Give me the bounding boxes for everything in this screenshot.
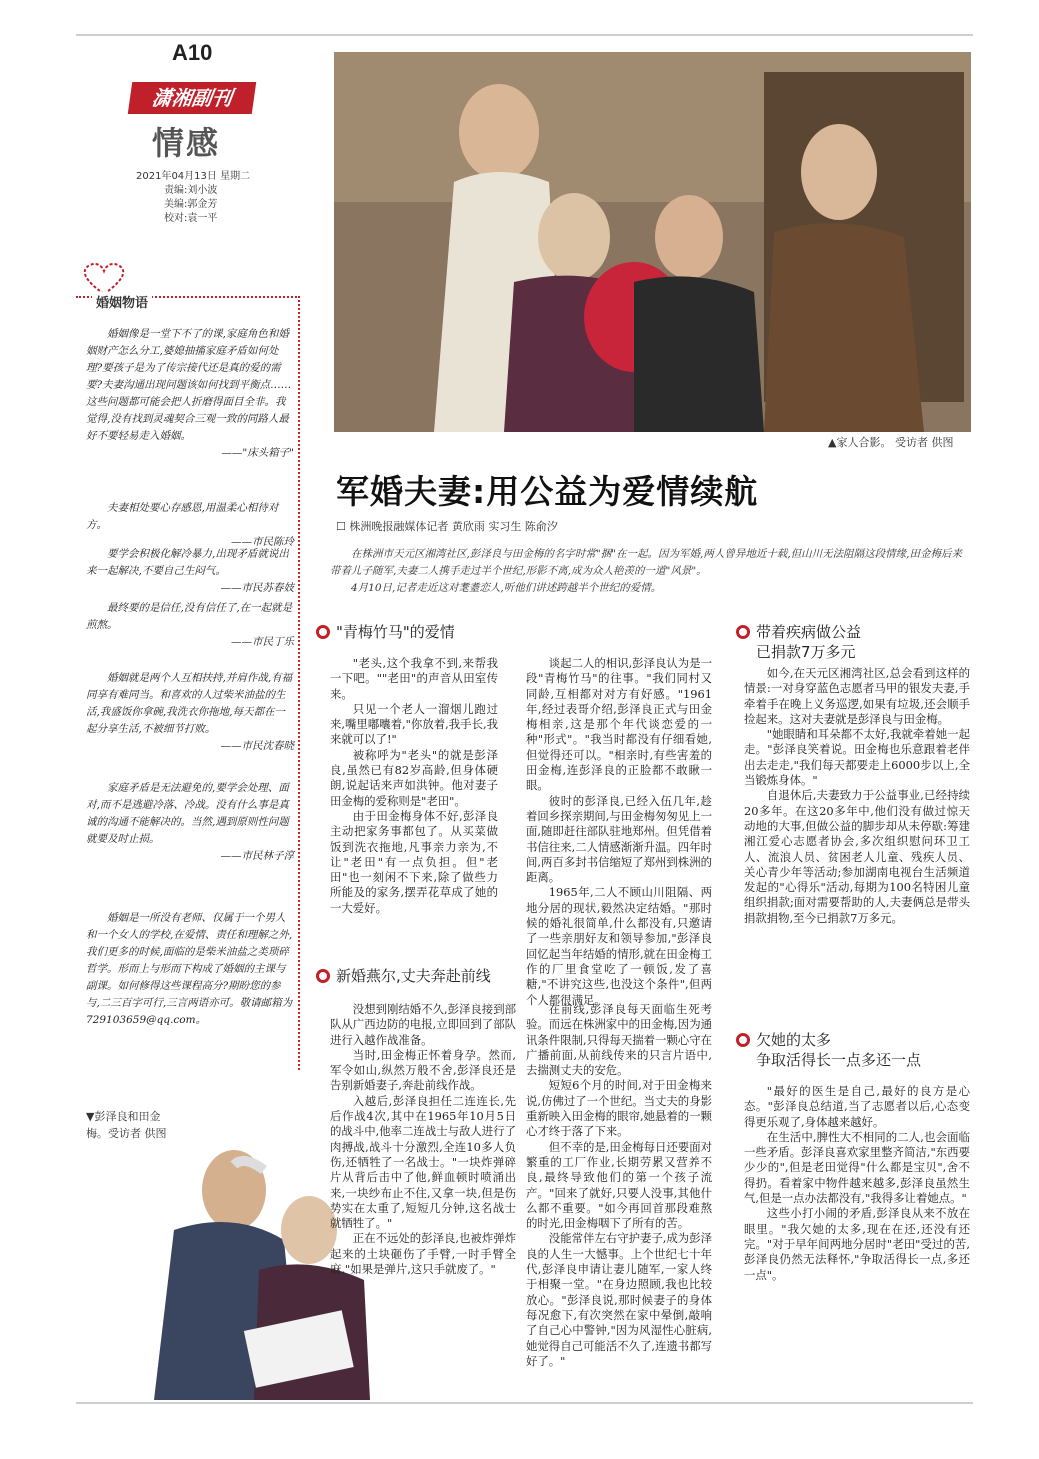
article-column — [526, 656, 712, 1008]
bottom-rule — [76, 1402, 973, 1404]
editor-credit: 责编:刘小波 — [164, 185, 218, 196]
article-paragraph: 没能常伴左右守护妻子,成为彭泽良的人生一大憾事。上个世纪七十年代,彭泽良申请让妻儿随军,一家人终于相聚一堂。"在身边照顾,我也比较放心。"彭泽良说,那时候妻子的身体每况愈下,有次突然在家中晕倒,敲响了自己心中警钟,"因为风湿性心脏病,她觉得自己可能活不久了,连遗书都写好了。" — [526, 1231, 712, 1368]
section-heading-text: "青梅竹马"的爱情 — [336, 623, 455, 641]
sidebar-entry — [86, 326, 294, 462]
family-photo-caption: ▲家人合影。 受访者 供图 — [828, 436, 954, 449]
sidebar-entry — [86, 546, 294, 597]
sidebar-entry — [86, 780, 294, 865]
article-paragraph: 短短6个月的时间,对于田金梅来说,仿佛过了一个世纪。当丈夫的身影重新映入田金梅的眼帘,她悬着的一颗心才终于落了下来。 — [526, 1078, 712, 1139]
article-paragraph: 谈起二人的相识,彭泽良认为是一段"青梅竹马"的往事。"我们同村又同龄,互相都对对方有好感。"1961年,经过表哥介绍,彭泽良正式与田金梅相亲,这是那个年代谈恋爱的一种"形式"。"我当时都没有仔细看她,但觉得还可以。"相亲时,有些害羞的田金梅,连彭泽良的正脸都不敢瞅一眼。 — [526, 656, 712, 793]
lead-paragraph-1: 在株洲市天元区湘湾社区,彭泽良与田金梅的名字时常"捆"在一起。因为军婚,两人曾异地近十载,但山川无法阻隔这段情缘,田金梅后来带着儿子随军,夫妻二人携手走过半个世纪,形影不离,成为众人艳羡的一道"风景"。 — [330, 548, 963, 577]
top-rule — [76, 34, 973, 36]
section-heading — [316, 622, 455, 642]
section-heading — [736, 622, 861, 662]
article-paragraph: 这些小打小闹的矛盾,彭泽良从来不放在眼里。"我欠她的太多,现在在还,还没有还完。"对于早年间两地分居时"老田"受过的苦,彭泽良仍然无法释怀,"争取活得长一点,多还一点"。 — [744, 1206, 970, 1282]
byline: ☐ 株洲晚报融媒体记者 黄欣雨 实习生 陈俞汐 — [336, 520, 558, 533]
article-paragraph: 如今,在天元区湘湾社区,总会看到这样的情景:一对身穿蓝色志愿者马甲的银发夫妻,手牵着手在晚上义务巡逻,如果有垃圾,还会顺手捡起来。这对夫妻就是彭泽良与田金梅。 — [744, 666, 970, 726]
article-column — [744, 1084, 970, 1283]
section-bullet-icon — [316, 969, 330, 983]
sidebar-title: 婚姻物语 — [92, 292, 152, 311]
section-heading-text: 带着疾病做公益 已捐款7万多元 — [756, 623, 862, 661]
proofreader-credit: 校对:袁一平 — [164, 213, 218, 224]
couple-photo-caption: ▼彭泽良和田金梅。受访者 供图 — [86, 1110, 167, 1140]
section-heading — [316, 966, 491, 986]
article-paragraph: 在生活中,脾性大不相同的二人,也会面临一些矛盾。彭泽良喜欢家里整齐简洁,"东西要少少的",但是老田觉得"什么都是宝贝",舍不得扔。看着家中物件越来越多,彭泽良虽然生气,但是一点办法都没有,"我得多让着她点。" — [744, 1129, 970, 1206]
article-paragraph: 被称呼为"老头"的就是彭泽良,虽然已有82岁高龄,但身体硬朗,说起话来声如洪钟。他对妻子田金梅的爱称则是"老田"。 — [330, 747, 498, 808]
sidebar-entry-signature: ——市民沈春晓 — [220, 740, 294, 752]
article-paragraph: "最好的医生是自己,最好的良方是心态。"彭泽良总结道,当了志愿者以后,心态变得更乐观了,身体越来越好。 — [744, 1084, 970, 1129]
sidebar-entry-text: 夫妻相处要心存感恩,用温柔心相待对方。 — [86, 502, 279, 531]
family-photo — [334, 52, 971, 432]
article-column — [744, 666, 970, 926]
sidebar-entry-text: 婚姻是一所没有老师、仅属于一个男人和一个女人的学校,在爱情、责任和理解之外,我们更多的时候,面临的是柴米油盐之类琐碎哲学。形而上与形而下构成了婚姻的主课与副课。如何修得这些课程高分?期盼您的参与,二三百字可行,三言两语亦可。敬请邮箱为729103659@qq.com。 — [86, 912, 293, 1026]
article-paragraph: 没想到刚结婚不久,彭泽良接到部队从广西边防的电报,立即回到了部队进行入越作战准备。 — [330, 1002, 516, 1047]
sidebar-entry-signature: ——市民苏春妓 — [220, 582, 294, 594]
sidebar-entry-signature: ——"床头箱子" — [221, 447, 294, 459]
article-paragraph: 但不幸的是,田金梅每日还要面对繁重的工厂作业,长期劳累又营养不良,最终导致他们的第一个孩子流产。"回来了就好,只要人没事,其他什么都不重要。"如今再回首那段难熬的时光,田金梅咽下了所有的苦。 — [526, 1139, 712, 1231]
couple-reading-photo — [84, 1130, 370, 1400]
article-paragraph: 1965年,二人不顾山川阻隔、两地分居的现状,毅然决定结婚。"那时候的婚礼很简单,什么都没有,只邀请了一些亲朋好友和领导参加,"彭泽良回忆起当年结婚的情形,就在田金梅工作的厂里食堂吃了一顿饭,发了喜糖,"不讲究这些,也没这个条件",但两个人都很满足。 — [526, 885, 712, 1007]
article-paragraph: 入越后,彭泽良担任二连连长,先后作战4次,其中在1965年10月5日的战斗中,他率二连战士与敌人进行了肉搏战,战斗十分激烈,全连10多人负伤,还牺牲了一名战士。"一块炸弹碎片从背后击中了他,鲜血顿时喷涌出来,一块纱布止不住,又拿一块,但是伤势实在太重了,短短几分钟,这名战士就牺牲了。" — [330, 1093, 516, 1231]
sidebar-entry-text: 婚姻像是一堂下不了的课,家庭角色和婚姻财产怎么分工,婆媳抽搐家庭矛盾如何处理?要孩子是为了传宗接代还是真的爱的需要?夫妻沟通出现问题该如何找到平衡点……这些问题都可能会把人折磨得面目全非。我觉得,没有找到灵魂契合三观一致的同路人最好不要轻易走入婚姻。 — [86, 328, 292, 442]
art-editor-credit: 美编:郭金芳 — [164, 199, 218, 210]
section-heading — [736, 1030, 921, 1070]
lead-paragraph-2: 4月10日,记者走近这对耄耋恋人,听他们讲述跨越半个世纪的爱情。 — [351, 582, 662, 594]
article-column — [330, 656, 498, 916]
section-bullet-icon — [316, 625, 330, 639]
sidebar-entry-text: 最终要的是信任,没有信任了,在一起就是煎熬。 — [86, 602, 293, 631]
supplement-badge: 潇湘副刊 — [128, 82, 256, 114]
sidebar-entry-signature: ——市民丁乐 — [231, 636, 294, 648]
sidebar-entry — [86, 600, 294, 651]
page-number: A10 — [172, 40, 213, 65]
article-paragraph: 彼时的彭泽良,已经入伍几年,趁着回乡探亲期间,与田金梅匆匆见上一面,随即赶往部队驻地郑州。但凭借着书信往来,二人情感渐渐升温。四年时间,两百多封书信缩短了郑州到株洲的距离。 — [526, 793, 712, 885]
section-heading-text: 新婚燕尔,丈夫奔赴前线 — [336, 967, 491, 985]
issue-date: 2021年04月13日 星期二 — [136, 171, 251, 182]
sidebar-entry-text: 家庭矛盾是无法避免的,要学会处理、面对,而不是逃避冷落、冷战。没有什么事是真诚的沟通不能解决的。当然,遇到原则性问题就要及时止损。 — [86, 782, 289, 845]
sidebar-entry — [86, 670, 294, 755]
sidebar-entry — [86, 500, 294, 551]
article-paragraph: 正在不远处的彭泽良,也被炸弹炸起来的土块砸伤了手臂,一时手臂全麻,"如果是弹片,这只手就废了。" — [330, 1231, 516, 1277]
article-paragraph: 当时,田金梅正怀着身孕。然而,军令如山,纵然万般不舍,彭泽良还是告别新婚妻子,奔赴前线作战。 — [330, 1047, 516, 1093]
article-paragraph: 在前线,彭泽良每天面临生死考验。而远在株洲家中的田金梅,因为通讯条件限制,只得每天揣着一颗心守在广播前面,从前线传来的只言片语中,去揣测丈夫的安危。 — [526, 1002, 712, 1078]
section-heading-text: 欠她的太多 争取活得长一点多还一点 — [756, 1031, 922, 1069]
sidebar-entry-text: 婚姻就是两个人互相扶持,并肩作战,有福同享有难同当。和喜欢的人过柴米油盐的生活,我盛饭你拿碗,我洗衣你拖地,每天都在一起分享生活,不被细节打败。 — [86, 672, 293, 735]
sidebar-entry-text: 要学会积极化解冷暴力,出现矛盾就说出来一起解决,不要自己生闷气。 — [86, 548, 289, 577]
headline: 军婚夫妻:用公益为爱情续航 — [336, 472, 759, 511]
section-title: 情感 — [152, 124, 221, 162]
sidebar-entry — [86, 910, 294, 1029]
section-bullet-icon — [736, 625, 750, 639]
article-column — [526, 1002, 712, 1369]
article-paragraph: 自退休后,夫妻致力于公益事业,已经持续20多年。在这20多年中,他们没有做过惊天动地的大事,但做公益的脚步却从未停歇:筹建湘江爱心志愿者协会,多次组织慰问环卫工人、流浪人员、贫困老人儿童、残疾人员、关心青少年等活动;参加湖南电视台生活频道发起的"心得乐"活动,每期为100名特困儿童组织捐款;面对需要帮助的人,夫妻俩总是带头捐款捐物,至今已捐款7万多元。 — [744, 788, 970, 925]
section-bullet-icon — [736, 1033, 750, 1047]
sidebar-entry-signature: ——市民陈玲 — [231, 536, 294, 548]
sidebar-entry-signature: ——市民林子淳 — [220, 850, 294, 862]
article-paragraph: "她眼睛和耳朵都不太好,我就牵着她一起走。"彭泽良笑着说。田金梅也乐意跟着老伴出去走走,"我们每天都要走上6000步以上,全当锻炼身体。" — [744, 727, 970, 788]
article-paragraph: 只见一个老人一溜烟儿跑过来,嘴里嘟囔着,"你放着,我手长,我来就可以了!" — [330, 701, 498, 747]
article-column — [330, 1002, 516, 1277]
article-paragraph: 由于田金梅身体不好,彭泽良主动把家务事都包了。从买菜做饭到洗衣拖地,凡事亲力亲为,不让"老田"有一点负担。但"老田"也一刻闲不下来,除了做些力所能及的家务,摆弄花草成了她的一大爱好。 — [330, 808, 498, 915]
article-paragraph: "老头,这个我拿不到,来帮我一下吧。""老田"的声音从田室传来。 — [330, 656, 498, 701]
